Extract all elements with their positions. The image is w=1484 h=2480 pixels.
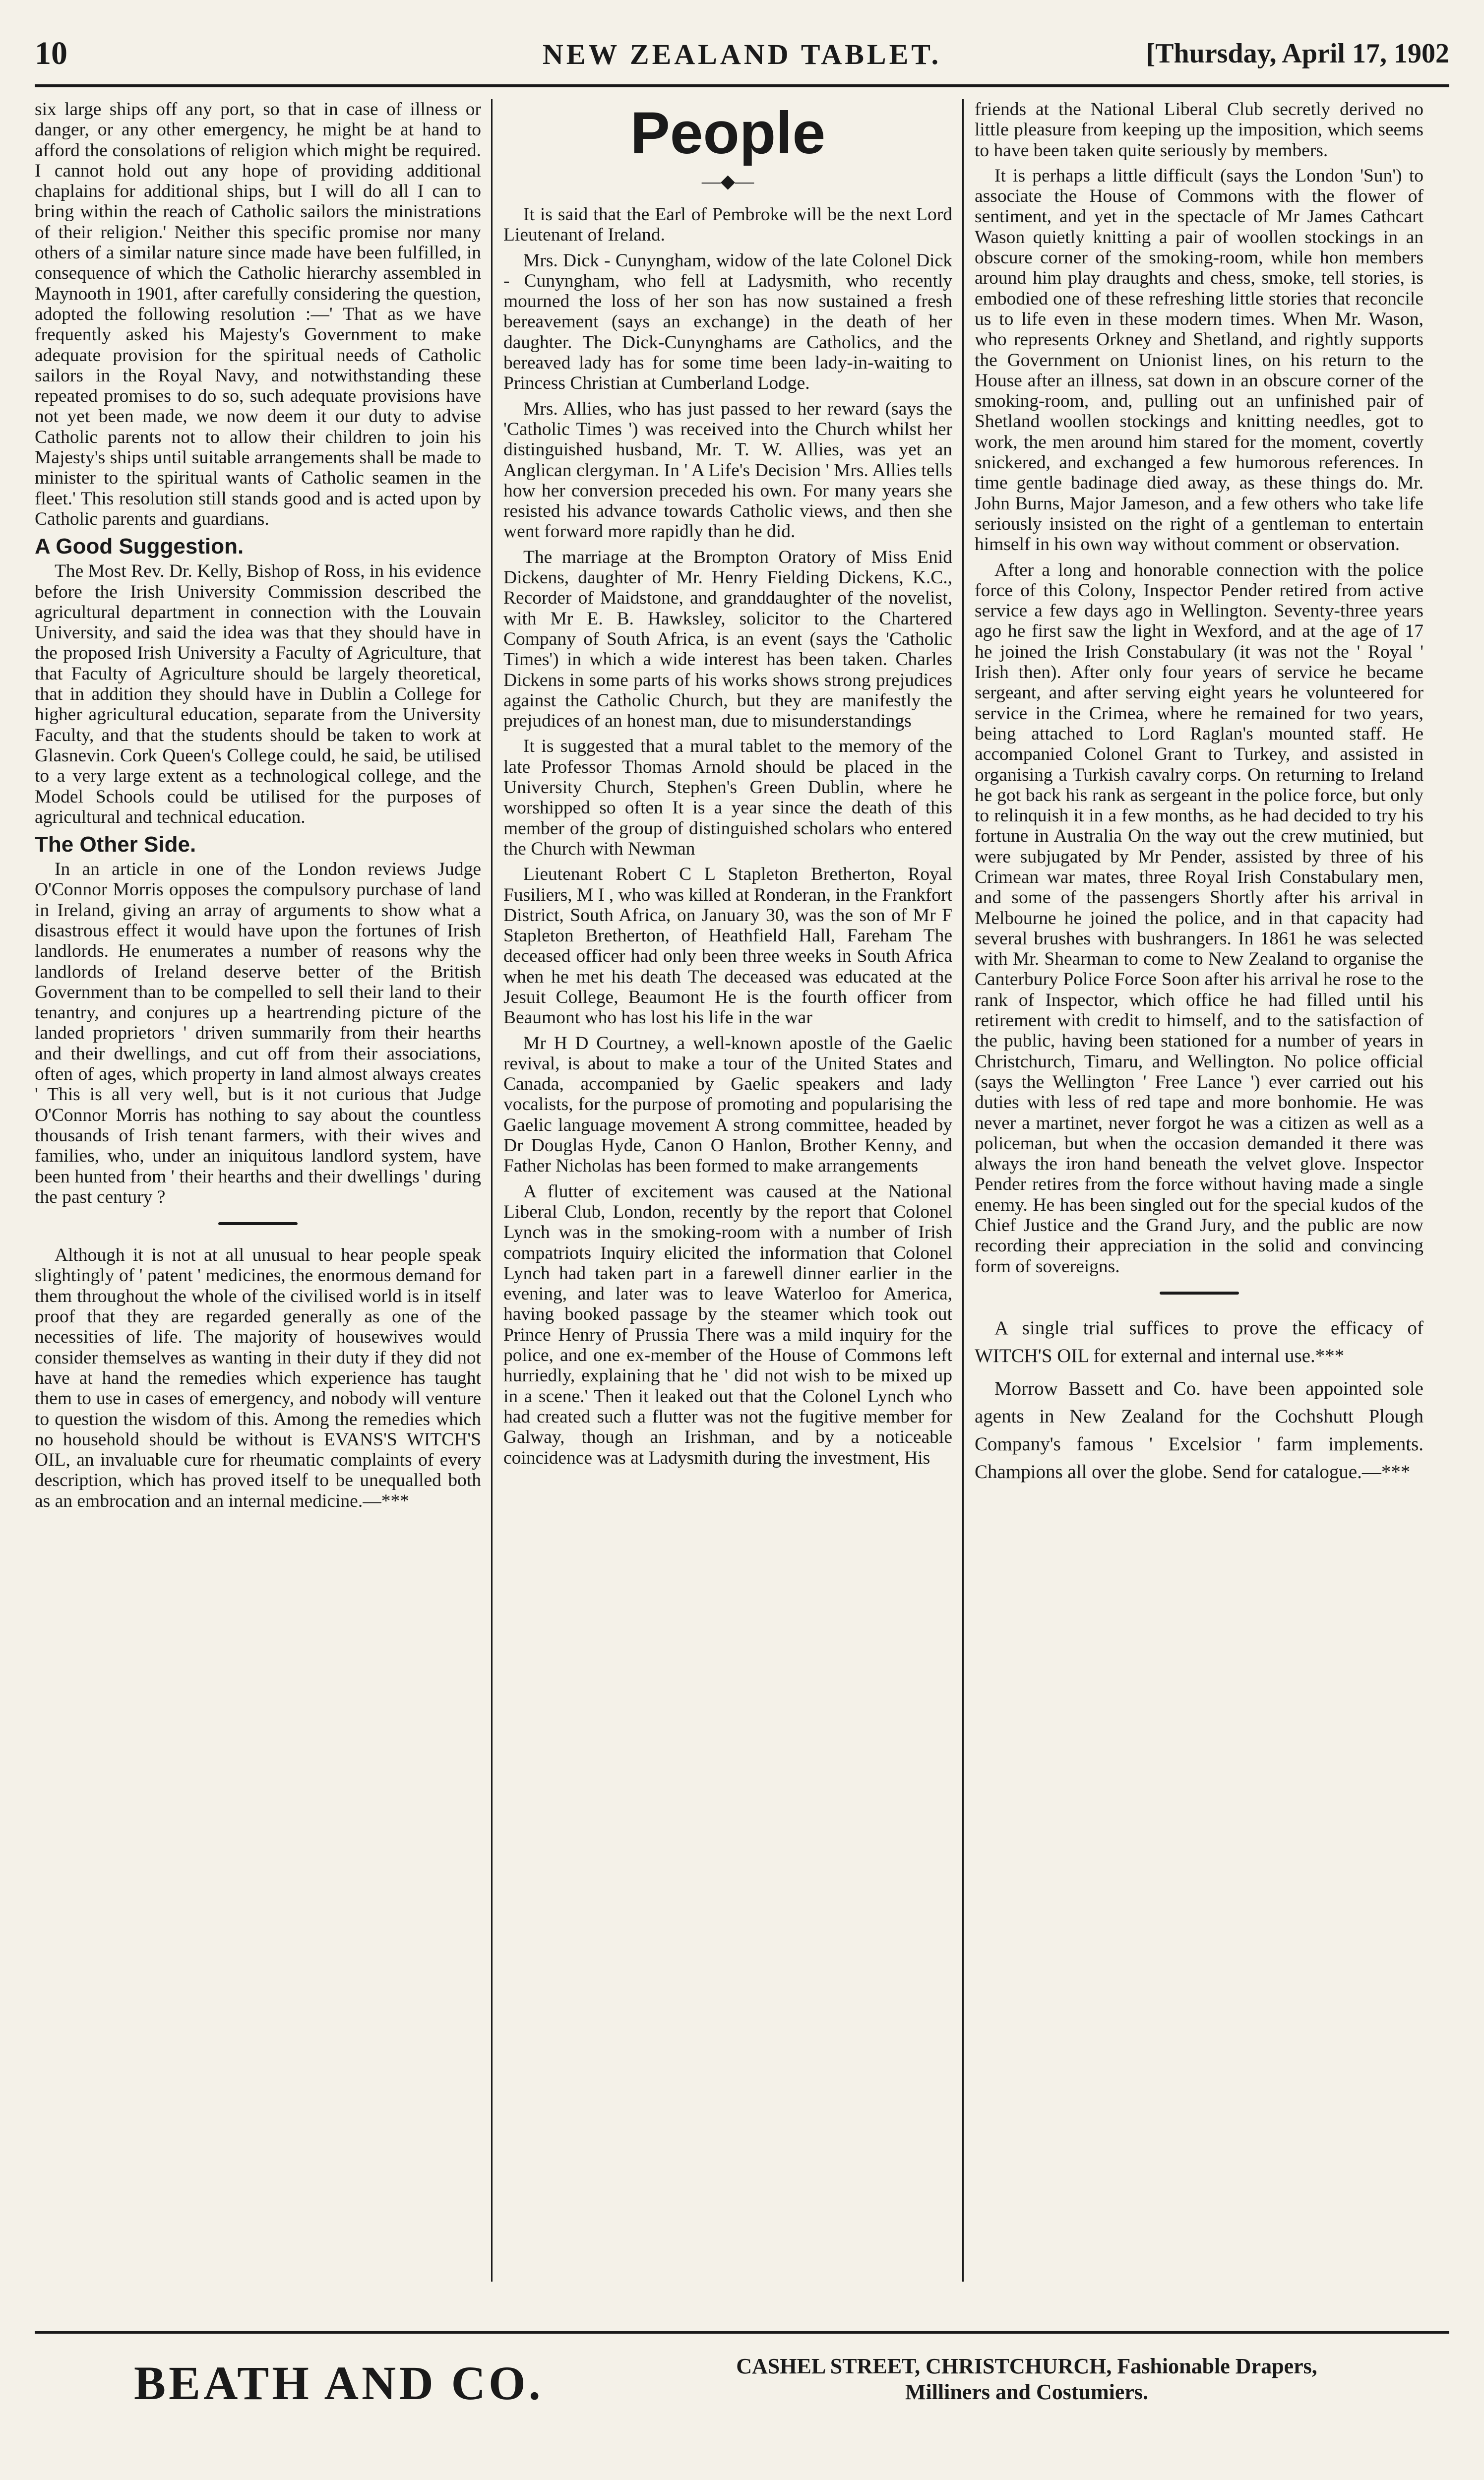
article-paragraph: In an article in one of the London reviews Judge O'Connor Morris opposes the compulsory purchase of land in Ireland, giving an array of arguments to show what a disastrous effect it would have upon the fortunes of Irish landlords. He enumerates a number of reasons why the landlords of Ireland deserve better of the British Government than to be compelled to sell their land to their tenantry, and conjures up a heartrending picture of the landed proprietors ' driven summarily from their hearths and their dwellings, and cut off from their associations, often of ages, which property in land almost always creates ' This is all very well, but is it not curious that Judge O'Connor Morris has nothing to say about the countless thousands of Irish tenant farmers, with their wives and families, who, under an iniquitous landlord system, have been hunted from ' their hearths and their dwellings ' during the past century ? (35, 859, 481, 1207)
article-paragraph: It is perhaps a little difficult (says the London 'Sun') to associate the House of Commons with the flower of sentiment, and yet in the spectacle of Mr James Cathcart Wason quietly knitting a pair of woollen stockings in an obscure corner of the smoking-room, while hon members around him play draughts and chess, smoke, tell stories, is embodied one of these refreshing little stories that reconcile us to life even in these modern times. When Mr. Wason, who represents Orkney and Shetland, and rightly supports the Government on Unionist lines, on his return to the House after an illness, sat down in an obscure corner of the smoking-room, and, pulling out an unfinished pair of Shetland woollen stockings and knitting needles, got to work, the men around him stared for the moment, covertly snickered, and exchanged a few humorous references. In time gentle badinage died away, as these things do. Mr. John Burns, Major Jameson, and a few others who take life seriously insisted on the right of a gentleman to entertain himself in his own way without comment or observation. (975, 165, 1423, 555)
ornament: —◆— (701, 171, 754, 192)
column-rule-left (491, 99, 493, 2282)
advert-paragraph: A single trial suffices to prove the efficacy of WITCH'S OIL for external and internal use.*** (975, 1317, 1423, 1366)
article-paragraph: A flutter of excitement was caused at the National Liberal Club, London, recently by the report that Colonel Lynch was in the smoking-room with a number of Irish compatriots Inquiry elicited the information that Colonel Lynch had taken part in a farewell dinner earlier in the evening, and later was to leave Waterloo for America, having booked passage by the steamer which took out Prince Henry of Prussia There was a mild inquiry for the police, and one ex-member of the House of Commons left hurriedly, explaining that he ' did not wish to be mixed up in a scene.' Then it leaked out that the Colonel Lynch who had created such a flutter was not the fugitive member for Galway, though an Irishman, and by a noticeable coincidence was at Ladysmith during the investment, His (503, 1181, 952, 1468)
section-heading-other-side: The Other Side. (35, 832, 196, 857)
issue-date: [Thursday, April 17, 1902 (1146, 38, 1449, 69)
article-paragraph: The marriage at the Brompton Oratory of Miss Enid Dickens, daughter of Mr. Henry Fielding Dickens, K.C., Recorder of Maidstone, and granddaughter of the novelist, with Mr E. B. Hawksley, solicitor to the Chartered Company of South Africa, is an event (says the 'Catholic Times') in which a wide interest has been taken. Charles Dickens in some parts of his works shows strong prejudices against the Catholic Church, but they are manifestly the prejudices of an honest man, due to misunderstandings (503, 547, 952, 732)
column-middle (503, 99, 952, 2282)
newspaper-page (35, 30, 1449, 2460)
advertiser-address (704, 2354, 1349, 2405)
address-line-1: CASHEL STREET, CHRISTCHURCH, Fashionable Drapers, (736, 2354, 1317, 2378)
section-heading-good-suggestion: A Good Suggestion. (35, 534, 244, 559)
article-paragraph: Mrs. Dick - Cunyngham, widow of the late Colonel Dick - Cunyngham, who fell at Ladysmith, who recently mourned the loss of her son has now sustained a fresh bereavement (says an exchange) in the death of her daughter. The Dick-Cunynghams are Catholics, and the bereaved lady has for some time been lady-in-waiting to Princess Christian at Cumberland Lodge. (503, 250, 952, 394)
column-left (35, 99, 481, 2282)
article-paragraph: Mr H D Courtney, a well-known apostle of the Gaelic revival, is about to make a tour of the United States and Canada, accompanied by Gaelic speakers and lady vocalists, for the purpose of promoting and popularising the Gaelic language movement A strong committee, headed by Dr Douglas Hyde, Canon O Hanlon, Brother Kenny, and Father Nicholas has been formed to make arrangements (503, 1033, 952, 1177)
column-right (975, 99, 1423, 2282)
advertiser-name: BEATH AND CO. (134, 2356, 544, 2410)
advert-paragraph: Although it is not at all unusual to hear people speak slightingly of ' patent ' medicines, the enormous demand for them throughout the whole of the civilised world is in itself proof that they are regarded generally as one of the necessities of life. The majority of housewives would consider themselves as wanting in their duty if they did not have at hand the remedies which experience has taught them to use in cases of emergency, and nobody will venture to question the wisdom of this. Among the remedies which no household should be without is EVANS'S WITCH'S OIL, an invaluable cure for rheumatic complaints of every description, which has proved itself to be unequalled both as an embrocation and an internal medicine.—*** (35, 1245, 481, 1511)
divider (218, 1222, 298, 1225)
article-paragraph: It is said that the Earl of Pembroke will be the next Lord Lieutenant of Ireland. (503, 204, 952, 246)
newspaper-title: NEW ZEALAND TABLET. (542, 38, 942, 70)
address-line-2: Milliners and Costumiers. (905, 2380, 1149, 2404)
article-paragraph: Lieutenant Robert C L Stapleton Bretherton, Royal Fusiliers, M I , who was killed at Ronderan, in the Frankfort District, South Africa, on January 30, was the son of Mr F Stapleton Bretherton, of Heathfield Hall, Fareham The deceased officer had only been three weeks in South Africa when he met his death The deceased was educated at the Jesuit College, Beaumont He is the fourth officer from Beaumont who has lost his life in the war (503, 864, 952, 1028)
page-number: 10 (35, 35, 67, 71)
divider (1160, 1292, 1239, 1295)
article-paragraph: After a long and honorable connection with the police force of this Colony, Inspector Pender retired from active service a few days ago in Wellington. Seventy-three years ago he first saw the light in Wexford, and at the age of 17 he joined the Irish Constabulary (it was not the ' Royal ' Irish then). After only four years of service he became sergeant, and after serving eight years he volunteered for service in the Crimea, where he remained for two years, being attached to Lord Raglan's mounted staff. He accompanied Colonel Grant to Turkey, and assisted in organising a Turkish cavalry corps. On returning to Ireland he got back his rank as sergeant in the police force, but only to relinquish it in a few months, as he had decided to try his fortune in Australia On the way out the crew mutinied, but were subjugated by Mr Pender, assisted by three of his Crimean war mates, three Royal Irish Constabulary men, and some of the passengers Shortly after his arrival in Melbourne he joined the police, and in that capacity had several brushes with bushrangers. In 1861 he was selected with Mr. Shearman to come to New Zealand to organise the Canterbury Police Force Soon after his arrival he rose to the rank of Inspector, which office he had filled until his retirement with credit to himself, and to the satisfaction of the public, having been stationed for a number of years in Christchurch, Timaru, and Wellington. No police official (says the Wellington ' Free Lance ') ever carried out his duties with less of red tape and more bonhomie. He was never a martinet, never forgot he was a citizen as well as a policeman, but when the occasion demanded it there was always the iron hand beneath the velvet glove. Inspector Pender retires from the force without having made a single enemy. He has been singled out for the special kudos of the Chief Justice and the Grand Jury, and the public are now recording their appreciation in the solid and convincing form of sovereigns. (975, 559, 1423, 1277)
article-paragraph: Mrs. Allies, who has just passed to her reward (says the 'Catholic Times ') was received into the Church whilst her distinguished husband, Mr. T. W. Allies, was yet an Anglican clergyman. In ' A Life's Decision ' Mrs. Allies tells how her conversion preceded his own. For many years she resisted his advance towards Catholic views, and then she went forward more rapidly than he did. (503, 398, 952, 542)
article-paragraph: It is suggested that a mural tablet to the memory of the late Professor Thomas Arnold should be placed in the University Church, Stephen's Green Dublin, where he worshipped so often It is a year since the death of this member of the group of distinguished scholars who entered the Church with Newman (503, 736, 952, 859)
article-paragraph: friends at the National Liberal Club secretly derived no little pleasure from keeping up the imposition, which seems to have been taken quite seriously by members. (975, 99, 1423, 161)
section-heading-people: People (630, 100, 826, 166)
footer-advert (35, 2331, 1449, 2423)
advert-paragraph: Morrow Bassett and Co. have been appointed sole agents in New Zealand for the Cochshutt Plough Company's famous ' Excelsior ' farm implements. Champions all over the globe. Send for catalogue.—*** (975, 1377, 1423, 1483)
masthead (35, 30, 1449, 87)
article-paragraph: six large ships off any port, so that in case of illness or danger, or any other emergency, he might be at hand to afford the consolations of religion which might be required. I cannot hold out any hope of providing additional chaplains for additional ships, but I will do all I can to bring within the reach of Catholic sailors the ministrations of their religion.' Neither this specific promise nor many others of a similar nature since made have been fulfilled, in consequence of which the Catholic hierarchy assembled in Maynooth in 1901, after carefully considering the question, adopted the following resolution :—' That as we have frequently asked his Majesty's Government to make adequate provision for the spiritual needs of Catholic sailors in the Royal Navy, and notwithstanding these repeated promises to do so, such adequate provisions have not yet been made, we now deem it our duty to advise Catholic parents not to allow their children to join his Majesty's ships until suitable arrangements shall be made to minister to the spiritual wants of Catholic seamen in the fleet.' This resolution still stands good and is acted upon by Catholic parents and guardians. (35, 99, 481, 529)
column-rule-right (962, 99, 964, 2282)
article-paragraph: The Most Rev. Dr. Kelly, Bishop of Ross, in his evidence before the Irish University Commission described the agricultural department in connection with the Louvain University, and said the idea was that they should have in the proposed Irish University a Faculty of Agriculture, that that Faculty of Agriculture should be largely theoretical, that in addition they should have in Dublin a College for higher agricultural education, separate from the University Faculty, and that the students should be taken to work at Glasnevin. Cork Queen's College could, he said, be utilised to a very large extent as a technological college, and the Model Schools could be utilised for the purposes of agricultural and technical education. (35, 561, 481, 827)
